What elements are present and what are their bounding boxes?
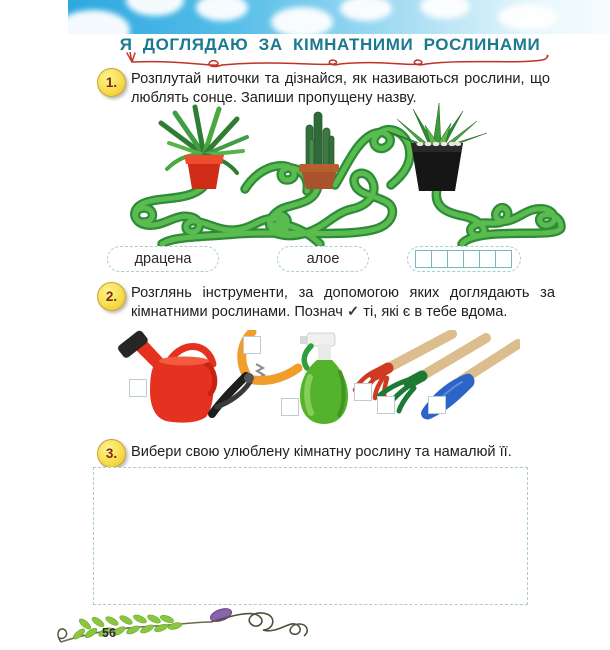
cloud-icon: [196, 0, 248, 21]
letter-cell[interactable]: [415, 250, 432, 268]
task2-text-after: ті, які є в тебе вдома.: [363, 304, 508, 321]
letter-cell[interactable]: [431, 250, 448, 268]
dracaena-plant: [161, 107, 247, 189]
answer-box-dracaena: [107, 246, 219, 272]
task2-number-badge: [97, 282, 126, 311]
task2-instruction: [131, 284, 555, 323]
answer-label: алое: [306, 251, 340, 267]
task3-number-badge: [97, 439, 126, 468]
cloud-icon: [126, 0, 184, 16]
checkbox-spray-bottle[interactable]: [281, 398, 299, 416]
check-mark-symbol: ✓: [346, 304, 360, 321]
cactus-plant: [299, 112, 339, 189]
spray-bottle-icon: [300, 333, 348, 424]
cloud-icon: [420, 0, 470, 19]
task1-instruction: Розплутай ниточки та дізнайся, як називаються рослини, що люблять сонце. Запиши пропущену назву.: [131, 71, 550, 107]
checkbox-hand-rake[interactable]: [354, 383, 372, 401]
letter-cell[interactable]: [495, 250, 512, 268]
page-number: 56: [102, 626, 116, 640]
letter-cell[interactable]: [447, 250, 464, 268]
answer-box-aloe: [277, 246, 369, 272]
cloud-icon: [498, 4, 558, 30]
task3-number: 3.: [105, 446, 118, 461]
checkbox-pruning-shears[interactable]: [243, 336, 261, 354]
title-underline-squiggle: [118, 52, 562, 72]
answer-box-empty[interactable]: [407, 246, 521, 272]
task2-number: 2.: [105, 289, 118, 304]
answer-label: драцена: [134, 251, 192, 267]
task3-instruction: Вибери свою улюблену кімнатну рослину та намалюй її.: [131, 444, 512, 460]
checkbox-hand-fork[interactable]: [377, 396, 395, 414]
task1-number: 1.: [105, 75, 118, 90]
page-title: Я ДОГЛЯДАЮ ЗА КІМНАТНИМИ РОСЛИНАМИ: [119, 35, 541, 54]
garden-tools-row: [100, 330, 520, 430]
letter-cells[interactable]: [416, 250, 512, 268]
task2-text-before: Розглянь інструменти, за допомогою яких доглядають за кімнатними рослинами. Познач: [131, 285, 555, 321]
cloud-icon: [340, 0, 392, 21]
letter-cell[interactable]: [463, 250, 480, 268]
letter-cell[interactable]: [479, 250, 496, 268]
checkbox-trowel[interactable]: [428, 396, 446, 414]
tangled-threads-puzzle: [95, 103, 570, 246]
checkbox-watering-can[interactable]: [129, 379, 147, 397]
cloud-icon: [271, 7, 333, 37]
watering-can-icon: [116, 330, 214, 423]
sky-banner: [68, 0, 610, 34]
task1-number-badge: [97, 68, 126, 97]
decorative-vine: [55, 600, 315, 650]
drawing-area[interactable]: [93, 467, 528, 605]
